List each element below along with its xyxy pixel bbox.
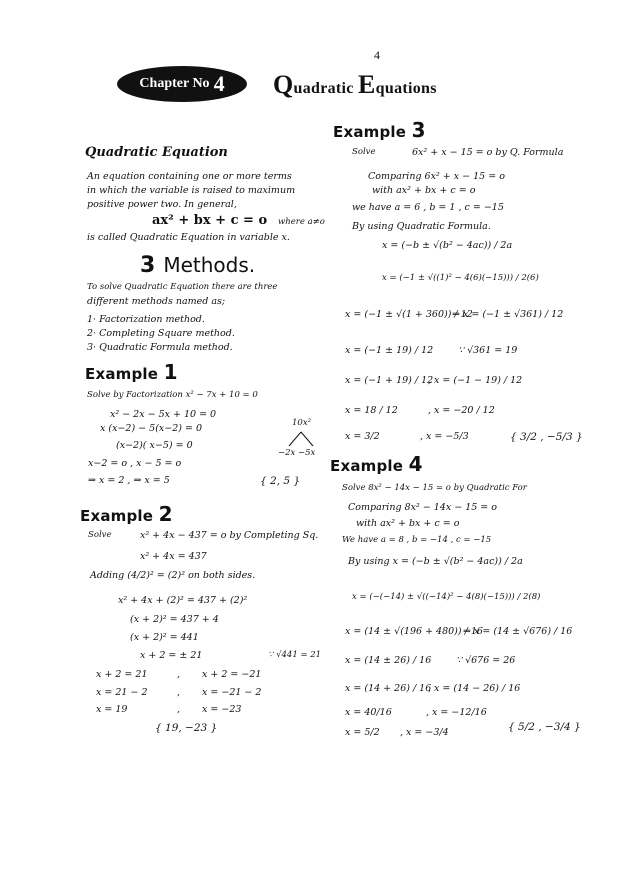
ex1-solve-line: Solve by Factorization x² − 7x + 10 = 0: [87, 390, 258, 400]
definition-line: is called Quadratic Equation in variable x.: [87, 232, 290, 243]
ex2-sqrt-note: ∵ √441 = 21: [268, 650, 322, 660]
ex2-step: x² + 4x + (2)² = 437 + (2)²: [118, 595, 248, 606]
ex2-comma: ,: [177, 687, 181, 698]
title-initial-e: E: [358, 70, 376, 99]
ex1-step: x−2 = o , x − 5 = o: [88, 458, 182, 469]
ex3-step: x = (−1 + 19) / 12: [345, 375, 434, 386]
ex2-step: (x + 2)² = 441: [130, 632, 199, 643]
chapter-banner: [117, 66, 247, 102]
definition-line: in which the variable is raised to maximum: [87, 185, 296, 196]
ex4-step: ⇒ x = (14 ± √676) / 16: [463, 626, 573, 637]
example-2-heading: [80, 502, 173, 526]
ex3-step: ⇒ x = (−1 ± √361) / 12: [452, 309, 564, 320]
ex4-substitution: x = (−(−14) ± √((−14)² − 4(8)(−15))) / 2(8): [352, 592, 541, 602]
ex1-step: x (x−2) − 5(x−2) = 0: [100, 423, 203, 434]
ex3-formula: x = (−b ± √(b² − 4ac)) / 2a: [382, 240, 513, 251]
methods-intro-line: different methods named as;: [87, 296, 226, 307]
example-label: Example: [330, 457, 404, 475]
example-label: Example: [80, 507, 154, 525]
example-label: Example: [85, 365, 159, 383]
section-heading: Quadratic Equation: [85, 145, 228, 160]
ex1-step: x² − 2x − 5x + 10 = 0: [110, 409, 217, 420]
ex4-by-using: By using x = (−b ± √(b² − 4ac)) / 2a: [348, 556, 523, 567]
ex2-case-a: x + 2 = 21: [96, 669, 148, 680]
ex2-comma: ,: [177, 669, 181, 680]
ex3-equation: 6x² + x − 15 = o by Q. Formula: [412, 147, 564, 158]
title-initial-q: Q: [273, 70, 294, 99]
title-part-2: quations: [375, 80, 437, 97]
example-number: 3: [411, 118, 426, 142]
methods-count: 3: [140, 253, 156, 278]
ex4-step: x = (14 + 26) / 16: [345, 683, 432, 694]
page-number: 4: [374, 48, 380, 62]
ex3-step: x = (−1 ± 19) / 12: [345, 345, 434, 356]
ex1-split-product: 10x²: [292, 418, 312, 428]
definition-line: An equation containing one or more terms: [87, 171, 292, 182]
general-formula: ax² + bx + c = o: [152, 213, 268, 228]
ex4-we-have: We have a = 8 , b = −14 , c = −15: [342, 535, 492, 545]
ex3-note: ∵ √361 = 19: [458, 345, 518, 356]
ex2-case-b: x = −23: [202, 704, 242, 715]
ex4-step: x = (14 ± √(196 + 480)) / 16: [345, 626, 483, 637]
example-number: 4: [408, 452, 423, 476]
ex3-answer: { 3/2 , −5/3 }: [510, 431, 583, 443]
methods-heading: [140, 253, 255, 278]
ex3-step: x = 3/2: [345, 431, 380, 442]
ex1-split-terms: −2x −5x: [278, 448, 316, 458]
chapter-title: [273, 70, 437, 100]
methods-intro-line: To solve Quadratic Equation there are three: [87, 282, 278, 292]
ex4-answer: { 5/2 , −3/4 }: [508, 721, 581, 733]
chapter-number: 4: [213, 71, 225, 96]
split-diagram-icon: [286, 430, 316, 448]
ex3-with: with ax² + bx + c = o: [372, 185, 476, 196]
ex2-case-b: x + 2 = −21: [202, 669, 262, 680]
example-label: Example: [333, 123, 407, 141]
ex3-step: x = 18 / 12: [345, 405, 398, 416]
example-4-heading: [330, 452, 423, 476]
ex2-answer: { 19, −23 }: [155, 722, 218, 734]
ex2-case-b: x = −21 − 2: [202, 687, 262, 698]
example-3-heading: [333, 118, 426, 142]
ex4-comparing: Comparing 8x² − 14x − 15 = o: [348, 502, 498, 513]
ex4-step: , x = −3/4: [400, 727, 449, 738]
ex1-answer: { 2, 5 }: [260, 475, 301, 487]
ex3-solve-word: Solve: [352, 147, 376, 157]
method-item: 3· Quadratic Formula method.: [87, 342, 233, 353]
ex1-step: ⇒ x = 2 , ⇒ x = 5: [88, 475, 170, 486]
title-part-1: uadratic: [293, 80, 359, 97]
method-item: 2· Completing Square method.: [87, 328, 235, 339]
ex3-step: , x = −5/3: [420, 431, 469, 442]
chapter-label: Chapter No: [139, 76, 210, 91]
ex4-with: with ax² + bx + c = o: [356, 518, 460, 529]
ex4-step: x = 5/2: [345, 727, 380, 738]
ex3-step: , x = (−1 − 19) / 12: [428, 375, 523, 386]
ex2-case-a: x = 19: [96, 704, 128, 715]
example-number: 2: [158, 502, 173, 526]
methods-word: Methods.: [163, 253, 256, 277]
example-number: 1: [163, 360, 178, 384]
ex2-step: x + 2 = ± 21: [140, 650, 203, 661]
ex2-adding: Adding (4/2)² = (2)² on both sides.: [90, 570, 256, 581]
ex3-substitution: x = (−1 ± √((1)² − 4(6)(−15))) / 2(6): [382, 273, 539, 283]
method-item: 1· Factorization method.: [87, 314, 205, 325]
ex2-step: (x + 2)² = 437 + 4: [130, 614, 219, 625]
ex1-step: (x−2)( x−5) = 0: [116, 440, 193, 451]
ex3-we-have: we have a = 6 , b = 1 , c = −15: [352, 202, 504, 213]
ex4-solve-line: Solve 8x² − 14x − 15 = o by Quadratic For: [342, 483, 527, 493]
ex4-step: , x = (14 − 26) / 16: [428, 683, 521, 694]
ex4-step: x = 40/16: [345, 707, 392, 718]
ex4-step: x = (14 ± 26) / 16: [345, 655, 432, 666]
definition-line: positive power two. In general,: [87, 199, 237, 210]
ex2-comma: ,: [177, 704, 181, 715]
ex3-step: x = (−1 ± √(1 + 360)) / 12: [345, 309, 473, 320]
ex4-note: ∵ √676 = 26: [456, 655, 516, 666]
formula-condition: where a≠o: [278, 217, 325, 227]
ex3-step: , x = −20 / 12: [428, 405, 495, 416]
ex2-case-a: x = 21 − 2: [96, 687, 148, 698]
example-1-heading: [85, 360, 178, 384]
ex2-step: x² + 4x = 437: [140, 551, 207, 562]
ex2-equation: x² + 4x − 437 = o by Completing Sq.: [140, 530, 319, 541]
ex3-by-using: By using Quadratic Formula.: [352, 221, 491, 232]
ex3-comparing: Comparing 6x² + x − 15 = o: [368, 171, 505, 182]
ex2-solve-word: Solve: [88, 530, 112, 540]
ex4-step: , x = −12/16: [426, 707, 487, 718]
